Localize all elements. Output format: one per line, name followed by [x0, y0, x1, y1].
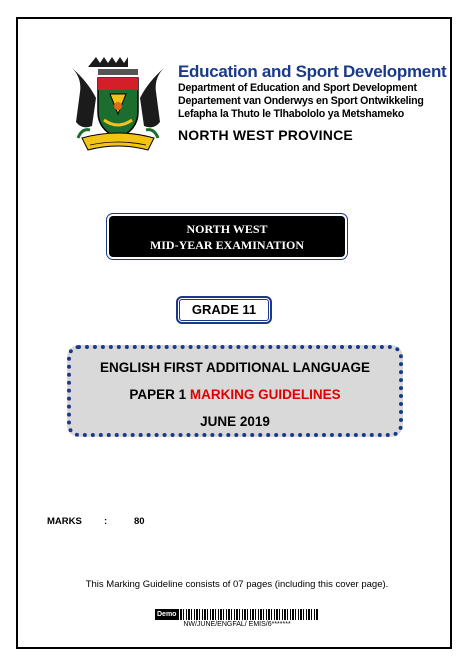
department-name-afrikaans: Departement van Onderwys en Sport Ontwikkeling: [178, 95, 424, 107]
document-code: NW/JUNE/ENGFAL/ EMIS/6*******: [183, 621, 291, 628]
exam-type: MID-YEAR EXAMINATION: [149, 238, 305, 252]
department-title: Education and Sport Development: [178, 62, 447, 81]
demo-label: Demo: [157, 611, 177, 618]
department-name-english: Department of Education and Sport Development: [178, 82, 417, 94]
department-header: [178, 62, 447, 144]
barcode: [155, 609, 319, 620]
coat-of-arms-icon: [68, 54, 168, 160]
marks-value: 80: [134, 516, 145, 527]
province-name: NORTH WEST PROVINCE: [178, 127, 353, 143]
paper-number: PAPER 1: [129, 387, 190, 402]
marking-guidelines-label: MARKING GUIDELINES: [189, 387, 341, 402]
subject-box: [67, 345, 403, 437]
grade-label: GRADE 11: [176, 296, 272, 324]
page-count-note: This Marking Guideline consists of 07 pages (including this cover page).: [85, 579, 389, 590]
marks-separator: :: [104, 516, 108, 527]
marks-label: MARKS: [47, 516, 82, 527]
barcode-bars-icon: [178, 609, 319, 620]
paper-title: [71, 386, 399, 404]
subject-title: ENGLISH FIRST ADDITIONAL LANGUAGE: [100, 360, 370, 375]
department-name-setswana: Lefapha la Thuto le Tlhabololo ya Metshameko: [178, 108, 405, 120]
exam-date: JUNE 2019: [200, 414, 270, 429]
exam-title-box: [109, 216, 345, 257]
exam-region: NORTH WEST: [186, 222, 268, 236]
